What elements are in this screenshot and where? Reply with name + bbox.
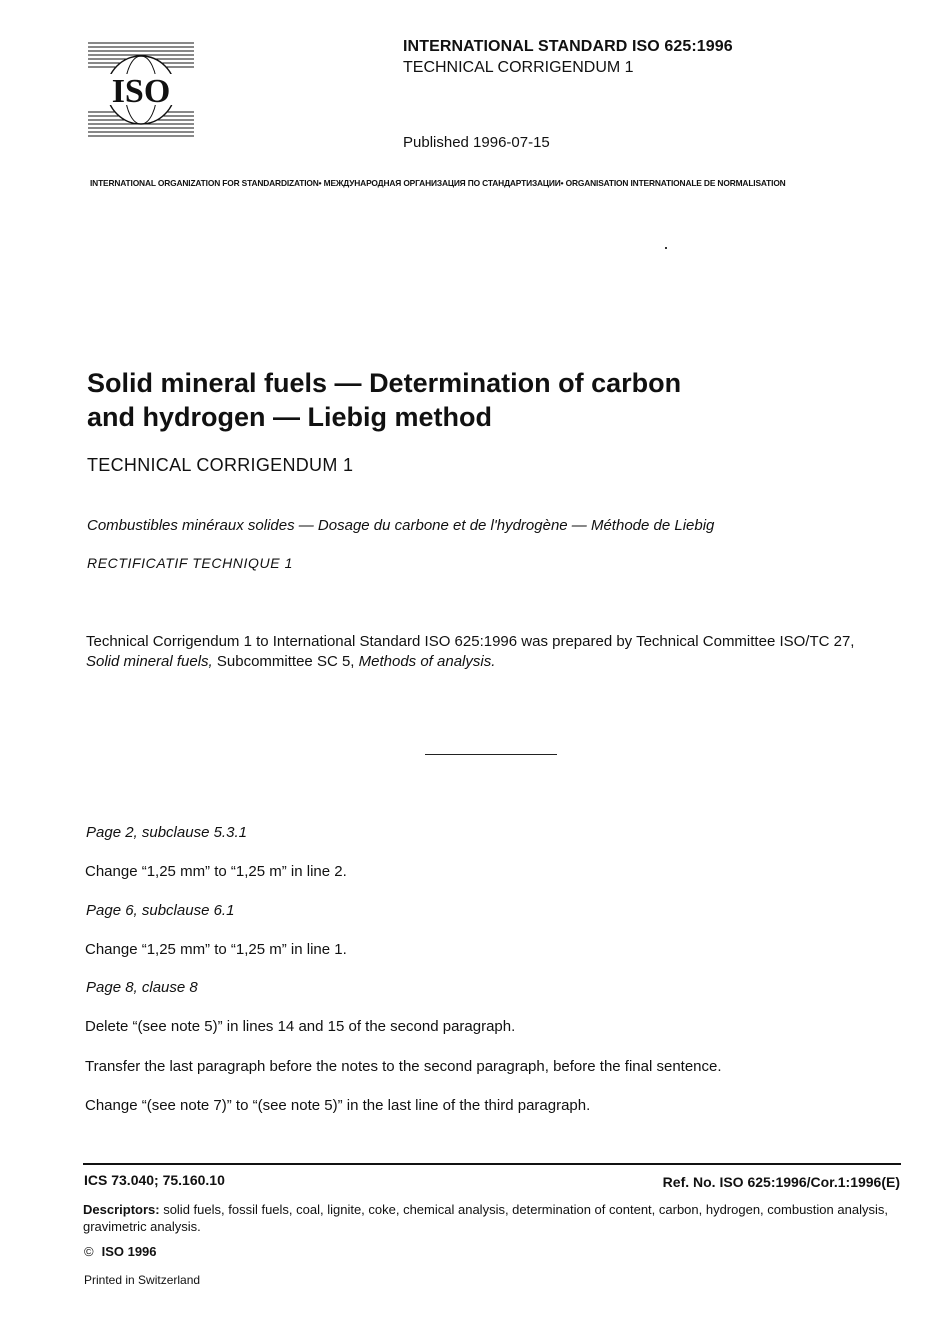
change-heading-1: Page 2, subclause 5.3.1 [86, 824, 247, 841]
change-text-3c: Change “(see note 7)” to “(see note 5)” in the last line of the third paragraph. [85, 1097, 591, 1114]
iso-logo-text: ISO [111, 73, 171, 110]
subcommittee-name: Methods of analysis. [358, 653, 496, 670]
change-heading-3: Page 8, clause 8 [86, 979, 198, 996]
title-corrigendum: TECHNICAL CORRIGENDUM 1 [87, 455, 354, 475]
speck [665, 247, 667, 249]
standard-title: INTERNATIONAL STANDARD ISO 625:1996 [403, 38, 733, 55]
descriptors [83, 1201, 903, 1235]
iso-logo [88, 40, 194, 140]
document-title-line-2: and hydrogen — Liebig method [87, 402, 492, 432]
change-heading-2: Page 6, subclause 6.1 [86, 902, 235, 919]
descriptors-text: solid fuels, fossil fuels, coal, lignite, coke, chemical analysis, determination of content, carbon, hydrogen, combustion analysis, gravimetric analysis. [83, 1202, 888, 1234]
reference-number: Ref. No. ISO 625:1996/Cor.1:1996(E) [662, 1174, 900, 1190]
printed-in: Printed in Switzerland [84, 1273, 201, 1287]
intro-text-1: Technical Corrigendum 1 to International Standard ISO 625:1996 was prepared by Technical Committee ISO/TC 27, [86, 633, 855, 650]
intro-paragraph [86, 632, 916, 672]
copyright [84, 1244, 157, 1259]
copyright-symbol: © [84, 1244, 94, 1259]
corrigendum-label: TECHNICAL CORRIGENDUM 1 [403, 59, 634, 76]
descriptors-label: Descriptors: [83, 1202, 160, 1217]
change-text-1: Change “1,25 mm” to “1,25 m” in line 2. [85, 863, 347, 880]
divider [425, 754, 557, 755]
change-text-3a: Delete “(see note 5)” in lines 14 and 15 of the second paragraph. [85, 1018, 516, 1035]
french-title: Combustibles minéraux solides — Dosage du carbone et de l'hydrogène — Méthode de Liebig [87, 517, 715, 534]
organization-line: INTERNATIONAL ORGANIZATION FOR STANDARDIZATION• МЕЖДУНАРОДНАЯ ОРГАНИЗАЦИЯ ПО СТАНДАРТИЗАЦИИ• ORGANISATION INTERNATIONALE DE NORMALISATION [90, 178, 786, 188]
change-text-3b: Transfer the last paragraph before the notes to the second paragraph, before the final sentence. [85, 1058, 722, 1075]
footer-rule [83, 1163, 901, 1165]
french-corrigendum: RECTIFICATIF TECHNIQUE 1 [87, 555, 294, 571]
copyright-text: ISO 1996 [101, 1244, 157, 1259]
ics-code: ICS 73.040; 75.160.10 [84, 1172, 225, 1188]
document-title-line-1: Solid mineral fuels — Determination of carbon [87, 368, 682, 398]
published-date: Published 1996-07-15 [403, 134, 550, 151]
intro-text-2: Subcommittee SC 5, [212, 653, 359, 670]
change-text-2: Change “1,25 mm” to “1,25 m” in line 1. [85, 941, 347, 958]
committee-name: Solid mineral fuels, [86, 653, 213, 670]
document-title [87, 366, 847, 434]
